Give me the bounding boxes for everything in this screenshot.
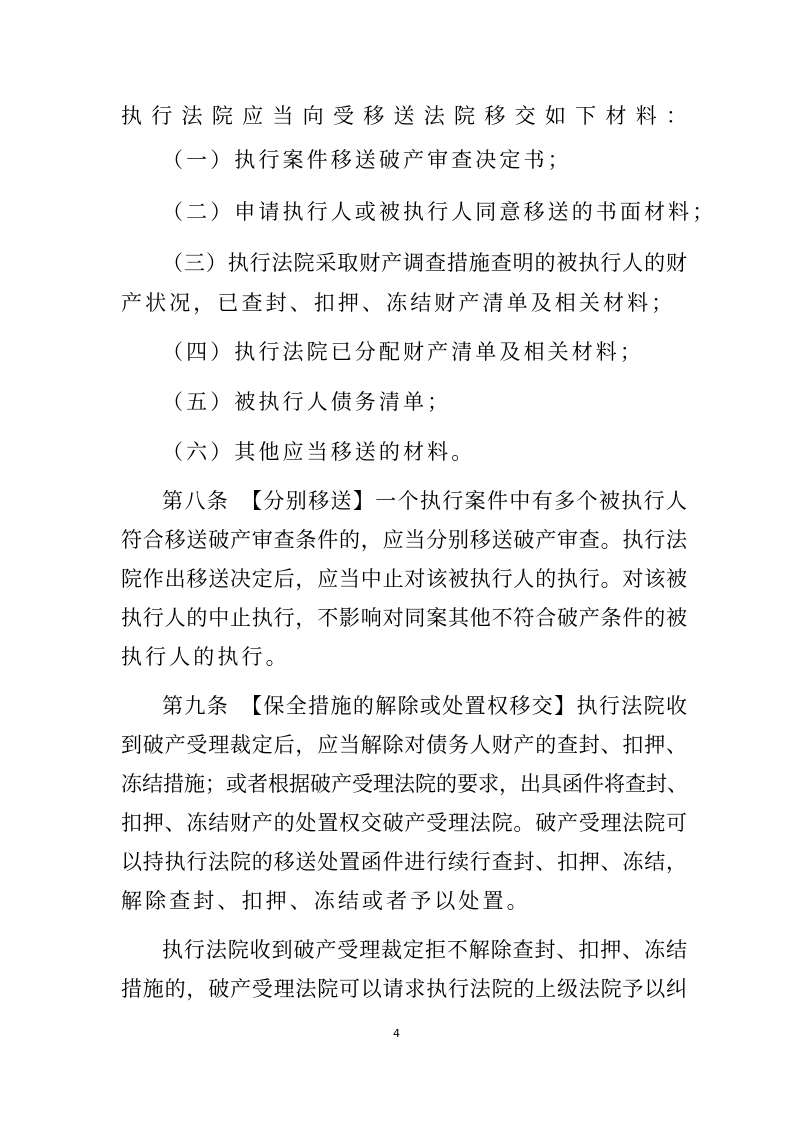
list-item-6: （六）其他应当移送的材料。 xyxy=(162,440,476,464)
article-8-line-5: 执行人的执行。 xyxy=(121,645,290,669)
list-item-4: （四）执行法院已分配财产清单及相关材料； xyxy=(162,340,644,364)
paragraph-line-1: 执行法院收到破产受理裁定拒不解除查封、扣押、冻结 xyxy=(162,938,687,962)
list-item-3: （三）执行法院采取财产调查措施查明的被执行人的财 xyxy=(162,251,687,275)
article-9-line-3: 冻结措施；或者根据破产受理法院的要求，出具函件将查封、 xyxy=(121,772,688,796)
article-9-line-1: 第九条 【保全措施的解除或处置权移交】执行法院收 xyxy=(162,694,687,718)
article-9-line-6: 解除查封、扣押、冻结或者予以处置。 xyxy=(121,889,531,913)
list-item-1: （一）执行案件移送破产审查决定书； xyxy=(162,148,572,172)
page-number: 4 xyxy=(393,1027,400,1040)
list-item-2: （二）申请执行人或被执行人同意移送的书面材料； xyxy=(162,200,717,224)
article-9-line-2: 到破产受理裁定后，应当解除对债务人财产的查封、扣押、 xyxy=(121,733,687,757)
article-8-line-1: 第八条 【分别移送】一个执行案件中有多个被执行人 xyxy=(162,489,687,513)
article-9-line-5: 以持执行法院的移送处置函件进行续行查封、扣押、冻结， xyxy=(121,850,687,874)
article-8-line-4: 执行人的中止执行，不影响对同案其他不符合破产条件的被 xyxy=(121,606,687,630)
text-line-1: 执行法院应当向受移送法院移交如下材料： xyxy=(121,104,687,128)
paragraph-line-2: 措施的，破产受理法院可以请求执行法院的上级法院予以纠 xyxy=(121,977,687,1001)
list-item-3-continued: 产状况，已查封、扣押、冻结财产清单及相关材料； xyxy=(121,291,676,315)
list-item-5: （五）被执行人债务清单； xyxy=(162,390,452,414)
article-8-line-2: 符合移送破产审查条件的，应当分别移送破产审查。执行法 xyxy=(121,528,687,552)
article-8-line-3: 院作出移送决定后，应当中止对该被执行人的执行。对该被 xyxy=(121,567,687,591)
article-9-line-4: 扣押、冻结财产的处置权交破产受理法院。破产受理法院可 xyxy=(121,811,687,835)
